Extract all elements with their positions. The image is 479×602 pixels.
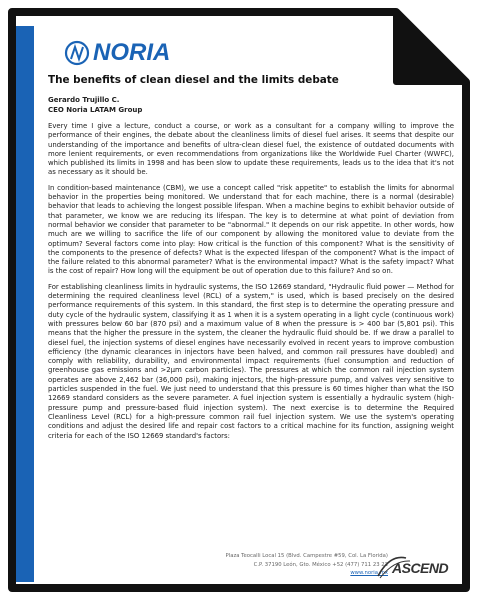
noria-logo xyxy=(64,38,454,68)
paragraph-2: In condition-based maintenance (CBM), we use a concept called "risk appetite" to establish the limits for abnormal behavior in the properties being monitored. We understand that for each machine, there is a normal (desirable) behavior that leads to achieving the longest possible lifespan. When a machine begins to exhibit behavior outside of that parameter, we know we are reducing its lifespan. The key is to determine at what point of deviation from normal behavior we consider that parameter to be "abnormal." It depends on our risk appetite. In other words, how much are we willing to sacrifice the life of our component by allowing the monitored value to deviate from the optimum? Several factors come into play: How critical is the function of this component? What is the sensitivity of the components to the presence of defects? What is the expected lifespan of the component? What is the impact of the failure related to this abnormal parameter? What is the environmental impact? What is the safety impact? What is the cost of repair? How long will the equipment be out of operation due to this failure? And so on. xyxy=(48,183,454,276)
noria-logo-icon xyxy=(64,40,90,66)
noria-logo-text: NORIA xyxy=(93,39,171,66)
article-title: The benefits of clean diesel and the limits debate xyxy=(48,74,339,86)
author-block xyxy=(48,96,454,115)
footer-address xyxy=(188,552,388,578)
page-content xyxy=(48,38,454,580)
footer-website-link[interactable]: www.noria.mx xyxy=(350,570,388,577)
footer-address-line-2: C.P. 37190 León, Gto. México +52 (477) 711 23 23 xyxy=(253,561,388,568)
paragraph-3: For establishing cleanliness limits in hydraulic systems, the ISO 12669 standard, "Hydraulic fluid power — Method for determining the required cleanliness level (RCL) of a system," is used, which is based precisely on the desired performance requirements of this system. In this standard, the first step is to determine the operating pressure and duty cycle of the hydraulic system, classifying it as 1 when it is a system operating in a light cycle (continuous work) with pressures below 60 bar (870 psi) and a maximum value of 8 when the pressure is > 400 bar (5,801 psi). This means that the higher the pressure in the system, the cleaner the hydraulic fluid should be. If we draw a parallel to diesel fuel, the injection systems of diesel engines have necessarily evolved in recent years to improve combustion efficiency (the dynamic clearances in injectors have been halved, and common rail pressures have doubled) and comply with reliability, durability, and environmental impact requirements (fuel consumption and reduction of greenhouse gas emissions and >2µm carbon particles). The pressures at which the common rail injection system operates are above 2,462 bar (36,000 psi), making injectors, the high-pressure pump, and valves very sensitive to particles suspended in the fuel. We just need to understand that this pressure is 60 times higher than what the ISO 12669 standard considers as the severe parameter. A fuel injection system is essentially a hydraulic system (high-pressure pump and pressure-based fluid injection system). The next exercise is to determine the Required Cleanliness Level (RCL) for a high-pressure common rail fuel injection system. We use the system's operating conditions and adjust the desired life and repair cost factors to a critical machine for its function, assigning weight criteria for each of the ISO 12669 standard's factors: xyxy=(48,282,454,440)
author-name: Gerardo Trujillo C. xyxy=(48,96,120,104)
paragraph-1: Every time I give a lecture, conduct a course, or work as a consultant for a company willing to improve the performance of their engines, the debate about the cleanliness limits of diesel fuel arises. It seems that despite our understanding of the importance and benefits of ultra-clean diesel fuel, the existence of outdated documents with more lenient requirements, or even recommendations from organizations like the Worldwide Fuel Charter (WWFC), which published its limits in 1998 and has been slow to update these requirements, leads us to the idea that it's not as necessary as it should be. xyxy=(48,122,454,177)
accent-bar xyxy=(16,26,34,582)
author-role: CEO Noria LATAM Group xyxy=(48,105,143,114)
ascend-logo-text: ASCEND xyxy=(392,560,449,576)
document-sheet xyxy=(4,4,474,596)
ascend-logo xyxy=(376,552,456,582)
page-footer xyxy=(188,552,479,602)
footer-address-line-1: Plaza Teocalli Local 15 (Blvd. Campestre #59, Col. La Florida) xyxy=(225,553,388,559)
